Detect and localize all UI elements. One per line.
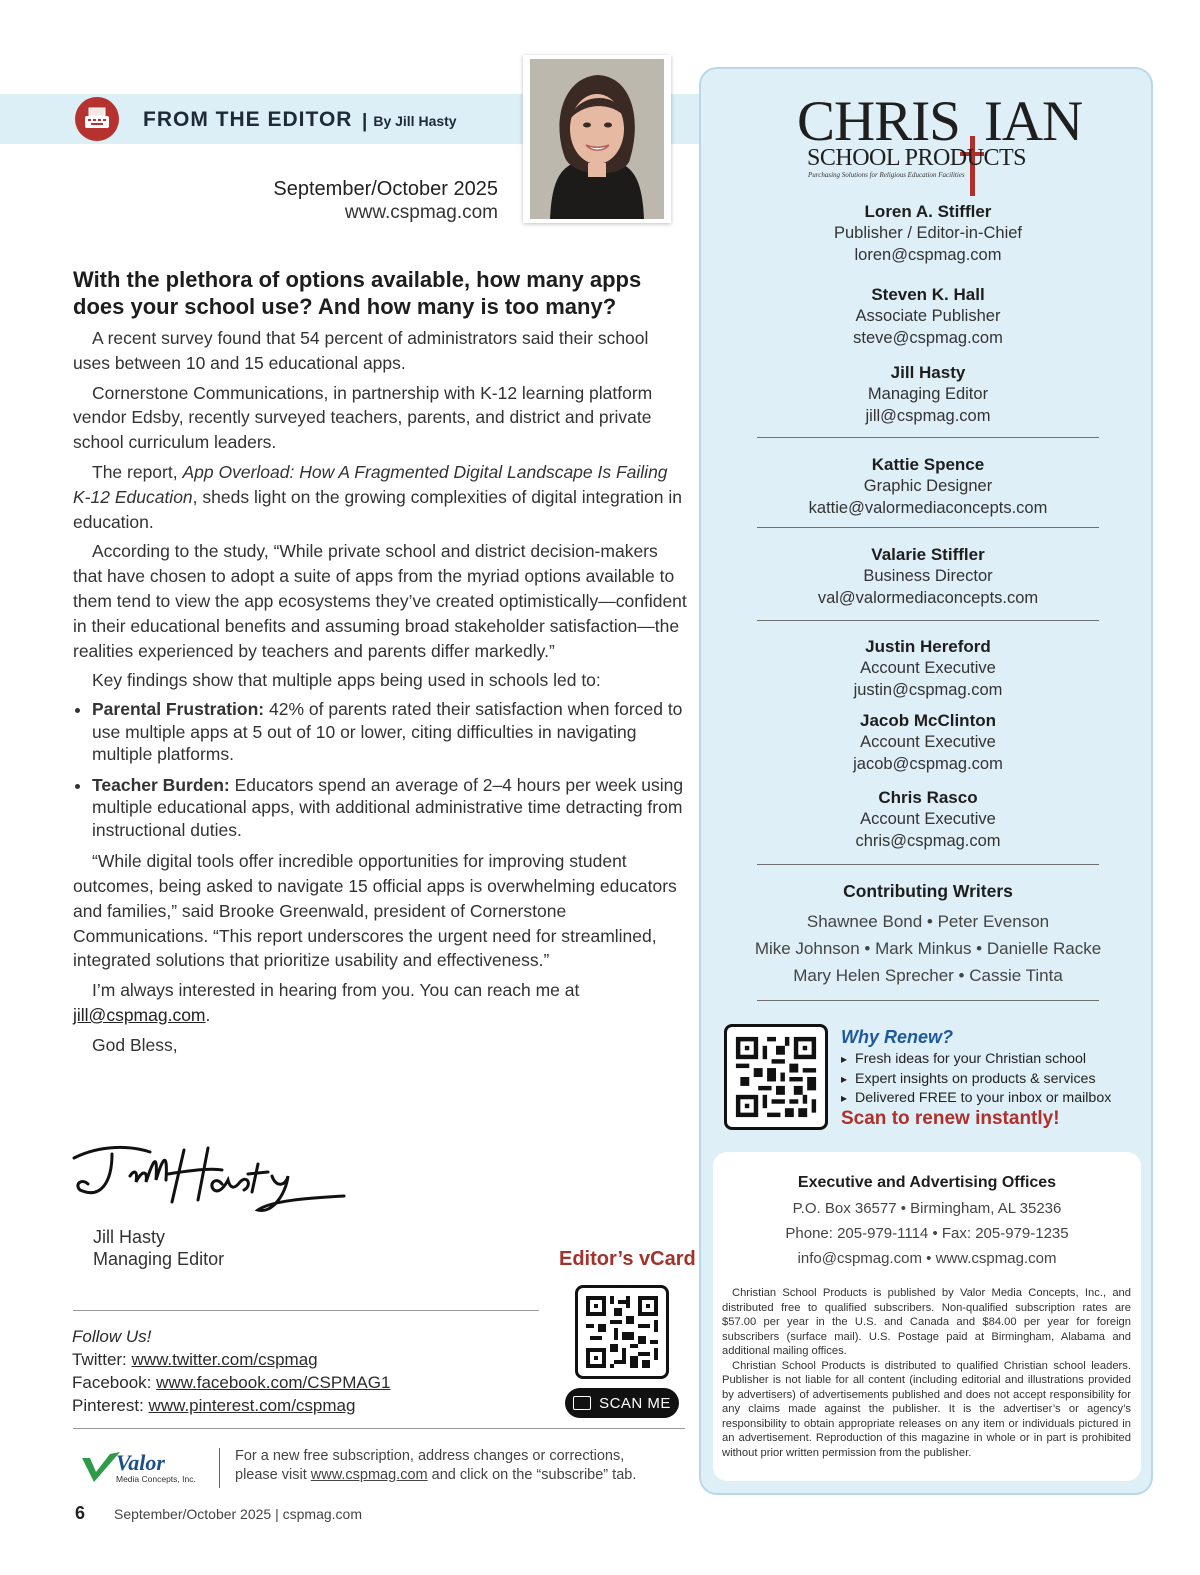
renew-title: Why Renew? (841, 1027, 954, 1047)
contributor-line: Mary Helen Sprecher • Cassie Tinta (793, 966, 1063, 985)
list-item: • Teacher Burden: Educators spend an average of 2–4 hours per week using multiple educational apps, with additional administrative time detracting from instructional duties. (92, 774, 689, 842)
divider (219, 1448, 220, 1488)
offices-title: Executive and Advertising Offices (797, 1174, 1057, 1191)
page-number: 6 (75, 1503, 86, 1523)
follow-us: Follow Us! Twitter: www.twitter.com/cspmag Facebook: www.facebook.com/CSPMAG1 Pinterest: www.pinterest.com/cspmag (72, 1327, 391, 1415)
paragraph: “While digital tools offer incredible opportunities for improving student outcomes, being asked to navigate 15 official apps is overwhelming educators and families,” said Brooke Greenwald, president of Cornerstone Communications. “This report underscores the urgent need for streamlined, integrated solutions that prioritize usability and effectiveness.” (73, 851, 677, 971)
vcard-qr-code[interactable] (575, 1285, 669, 1379)
id-card-icon (573, 1396, 591, 1410)
paragraph: Key findings show that multiple apps being used in schools led to: (92, 670, 601, 691)
valor-logo (80, 1448, 212, 1488)
contributor-line: Mike Johnson • Mark Minkus • Danielle Racke (754, 939, 1102, 958)
byline: | By Jill Hasty (362, 111, 457, 132)
staff-entry: Chris Rasco Account Executive chris@cspmag.com (855, 788, 1001, 850)
contributor-line: Shawnee Bond • Peter Evenson (806, 912, 1050, 931)
list-item: ▸ Fresh ideas for your Christian school (841, 1050, 1111, 1070)
section-title: FROM THE EDITOR (143, 108, 353, 131)
divider (757, 527, 1099, 528)
staff-entry: Kattie Spence Graphic Designer kattie@valormediaconcepts.com (808, 455, 1048, 517)
staff-entry: Valarie Stiffler Business Director val@valormediaconcepts.com (817, 545, 1039, 607)
divider (757, 1000, 1099, 1001)
paragraph: Christian School Products is published by Valor Media Concepts, Inc., and distributed free to qualified subscribers. Non-qualified subscription rates are $57.00 per year in the U.S. and Canada and $84.00 per year for foreign subscribers (surface mail). U.S. Postage paid at Birmingham, Alabama and additional mailing offices. (722, 1287, 1131, 1357)
list-item: ▸ Delivered FREE to your inbox or mailbox (841, 1089, 1111, 1109)
follow-title: Follow Us! (72, 1327, 152, 1346)
pinterest-link[interactable]: www.pinterest.com/cspmag (148, 1396, 356, 1415)
scan-me-button[interactable]: SCAN ME (565, 1388, 679, 1418)
twitter-link[interactable]: www.twitter.com/cspmag (131, 1350, 318, 1369)
findings-list (73, 698, 689, 841)
paragraph: According to the study, “While private school and district decision-makers that have chosen to adopt a suite of apps from the myriad options available to them tend to view the app ecosystems they’ve created optimistically—confident in their educational benefits and assuming broad stakeholder satisfaction—the realities experienced by teachers and parents differ markedly.” (73, 541, 687, 661)
staff-entry: Justin Hereford Account Executive justin@cspmag.com (853, 637, 1003, 699)
folio: September/October 2025 | cspmag.com (114, 1506, 362, 1522)
signer-title: Managing Editor (93, 1249, 225, 1269)
svg-text:Media Concepts, Inc.: Media Concepts, Inc. (116, 1474, 196, 1484)
offices-web: info@cspmag.com • www.cspmag.com (797, 1250, 1057, 1267)
closing: God Bless, (92, 1034, 178, 1055)
divider (73, 1428, 685, 1429)
paragraph: A recent survey found that 54 percent of administrators said their school uses between 10 and 15 educational apps. (73, 328, 649, 373)
article-headline: With the plethora of options available, how many apps does your school use? And how many is too many? (73, 267, 642, 319)
staff-entry: Jill Hasty Managing Editor jill@cspmag.com (865, 363, 991, 425)
vcard-title: Editor’s vCard (559, 1248, 696, 1270)
subscribe-note: For a new free subscription, address changes or corrections, please visit www.cspmag.com and click on the “subscribe” tab. (235, 1448, 637, 1483)
paragraph: Christian School Products is distributed to qualified Christian school leaders. Publisher is not liable for all content (including editorial and illustrations provided by advertisers) of advertisements published and does not accept responsibility for any claims made against the publisher. It is the advertiser’s or agency’s responsibility to obtain appropriate releases on any item or individuals pictured in an advertisement. Reproduction of this magazine in whole or in part is prohibited without prior written permission from the publisher. (722, 1359, 1131, 1459)
renew-cta[interactable]: Scan to renew instantly! (841, 1108, 1060, 1129)
contributors-title: Contributing Writers (843, 881, 1013, 901)
subscribe-link[interactable]: www.cspmag.com (310, 1467, 428, 1483)
report-title: App Overload: How A Fragmented Digital Landscape Is Failing K-12 Education (73, 461, 668, 507)
paragraph: The report, App Overload: How A Fragmented Digital Landscape Is Failing K-12 Education, sheds light on the growing complexities of digital integration in education. (73, 461, 682, 532)
renew-list (841, 1050, 1111, 1109)
offices-address: P.O. Box 36577 • Birmingham, AL 35236 (792, 1200, 1062, 1217)
renew-qr-code[interactable] (724, 1024, 828, 1130)
editor-photo (523, 55, 671, 223)
divider (757, 437, 1099, 438)
typewriter-icon (75, 97, 119, 141)
staff-entry: Loren A. Stiffler Publisher / Editor-in-Chief loren@cspmag.com (834, 202, 1022, 264)
legal-notice (722, 1286, 1131, 1460)
facebook-link[interactable]: www.facebook.com/CSPMAG1 (156, 1373, 391, 1392)
issue-date: September/October 2025 (273, 178, 498, 200)
divider (757, 864, 1099, 865)
staff-entry: Steven K. Hall Associate Publisher steve@cspmag.com (853, 285, 1003, 347)
staff-entry: Jacob McClinton Account Executive jacob@cspmag.com (853, 711, 1003, 773)
issue-url: www.cspmag.com (344, 202, 498, 223)
list-item: • Parental Frustration: 42% of parents rated their satisfaction when forced to use multiple apps at 5 out of 10 or lower, citing difficulties in navigating multiple platforms. (92, 698, 689, 766)
list-item: ▸ Expert insights on products & services (841, 1070, 1111, 1090)
email-link[interactable]: jill@cspmag.com (73, 1004, 206, 1025)
divider (73, 1310, 539, 1311)
paragraph: Cornerstone Communications, in partnership with K-12 learning platform vendor Edsby, recently surveyed teachers, parents, and district and private school curriculum leaders. (73, 382, 653, 453)
svg-text:Valor: Valor (116, 1450, 165, 1475)
signer-name: Jill Hasty (93, 1227, 166, 1247)
christian-school-products-logo: CHRIS IAN SCHOOL PRODUCTS Purchasing Solutions for Religious Education Facilities (797, 93, 1062, 183)
divider (757, 620, 1099, 621)
signature-block (93, 1226, 224, 1270)
paragraph: I’m always interested in hearing from you. You can reach me at jill@cspmag.com. (73, 980, 580, 1025)
offices-phone: Phone: 205-979-1114 • Fax: 205-979-1235 (785, 1225, 1069, 1242)
signature (72, 1140, 347, 1220)
article-body (73, 326, 689, 1063)
